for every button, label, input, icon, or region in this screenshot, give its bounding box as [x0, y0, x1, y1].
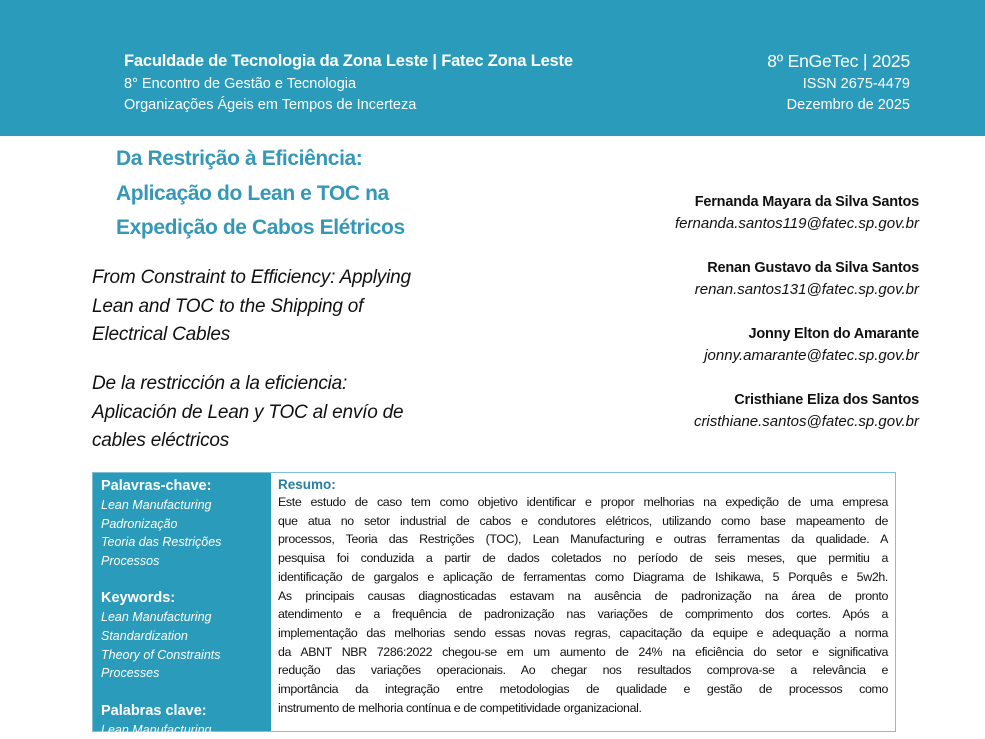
title-line: Electrical Cables [92, 324, 231, 345]
keywords-es [101, 701, 263, 739]
title-line: De la restricción a la eficiencia: [92, 373, 348, 394]
keywords-heading: Palabras clave: [101, 702, 207, 719]
keywords-heading: Keywords: [101, 590, 176, 607]
abstract-line: atendimento e a frequência de padronização nas variações de comprimento dos cortes. Após a [278, 607, 888, 622]
author [675, 257, 919, 301]
title-english [92, 264, 411, 350]
author-email: renan.santos131@fatec.sp.gov.br [694, 281, 919, 298]
abstract-line: Este estudo de caso tem como objetivo identificar e propor melhorias na expedição de uma empresa [278, 495, 888, 509]
keywords-heading: Palavras-chave: [101, 478, 212, 494]
abstract-line: redução das variações operacionais. Ao chegar nos resultados comprova-se a relevância e [278, 663, 888, 678]
title-line: Aplicação do Lean e TOC na [116, 181, 389, 205]
author-email: jonny.amarante@fatec.sp.gov.br [704, 347, 919, 364]
title-line: Expedição de Cabos Elétricos [116, 216, 405, 239]
keyword: Lean Manufacturing [101, 498, 212, 512]
abstract-body [278, 493, 888, 717]
author [675, 323, 919, 367]
title-line: Aplicación de Lean y TOC al envío de [92, 401, 404, 423]
author-email: cristhiane.santos@fatec.sp.gov.br [693, 413, 919, 430]
author-name: Fernanda Mayara da Silva Santos [694, 194, 919, 210]
abstract-line: da ABNT NBR 7286:2022 chegou-se em um aumento de 24% na eficiência do setor e significativa [278, 644, 888, 659]
issn: ISSN 2675-4479 [802, 76, 910, 92]
institution-name: Faculdade de Tecnologia da Zona Leste | Fatec Zona Leste [124, 52, 573, 70]
keyword: Lean Manufacturing [101, 610, 212, 625]
author [675, 191, 919, 235]
abstract-line: importância da integração entre metodologias de qualidade e gestão de processos como [278, 682, 888, 697]
keyword: Processes [101, 666, 160, 681]
title-line: Lean and TOC to the Shipping of [92, 295, 364, 317]
abstract-box [92, 472, 896, 737]
event-date: Dezembro de 2025 [786, 97, 910, 113]
paper-title [116, 142, 405, 246]
abstract-line: instrumento de melhoria contínua e de competitividade organizacional. [278, 700, 642, 715]
keyword: Theory of Constraints [101, 647, 221, 662]
keyword: Teoria das Restrições [101, 535, 222, 550]
title-line: Da Restrição à Eficiência: [116, 147, 363, 170]
author-email: fernanda.santos119@fatec.sp.gov.br [675, 215, 919, 232]
title-line: From Constraint to Efficiency: Applying [92, 267, 411, 288]
conference-header [0, 0, 985, 136]
author-name: Renan Gustavo da Silva Santos [707, 260, 919, 276]
event-edition: 8º EnGeTec | 2025 [767, 51, 910, 71]
abstract-line: As principais causas diagnosticadas estavam na ausência de padronização na área de pronto [278, 588, 888, 603]
abstract-line: implementação das melhorias sendo essas novas regras, capacitação da equipe e adequação a norma [278, 625, 888, 640]
keywords-pt [101, 476, 263, 570]
keyword: Lean Manufacturing [101, 722, 212, 737]
author [675, 389, 919, 433]
abstract-line: pesquisa foi conduzida a partir de dados coletados no período de seis meses, que permitiu a [278, 551, 888, 566]
keyword: Standardization [101, 628, 188, 643]
abstract-line: identificação de gargalos e aplicação de ferramentas como Diagrama de Ishikawa, 5 Porquês e 5w2h. [278, 569, 888, 584]
abstract-heading: Resumo: [278, 477, 336, 492]
keywords-en [101, 588, 263, 682]
event-name: 8° Encontro de Gestão e Tecnologia [124, 76, 357, 92]
abstract-line: processos, Teoria das Restrições (TOC), Lean Manufacturing e outras ferramentas da qualidade. A [278, 532, 888, 547]
keyword: Padronização [101, 516, 178, 531]
title-line: cables eléctricos [92, 430, 230, 451]
author-list [675, 191, 919, 455]
abstract [278, 476, 888, 717]
author-name: Jonny Elton do Amarante [748, 326, 919, 342]
keywords-column [93, 473, 271, 737]
author-name: Cristhiane Eliza dos Santos [734, 392, 919, 408]
keyword: Processos [101, 553, 160, 568]
event-theme: Organizações Ágeis em Tempos de Incerteza [124, 97, 417, 113]
title-spanish [92, 370, 403, 456]
abstract-line: que atua no setor industrial de cabos e condutores elétricos, utilizando como base mapeamento de [278, 513, 888, 528]
